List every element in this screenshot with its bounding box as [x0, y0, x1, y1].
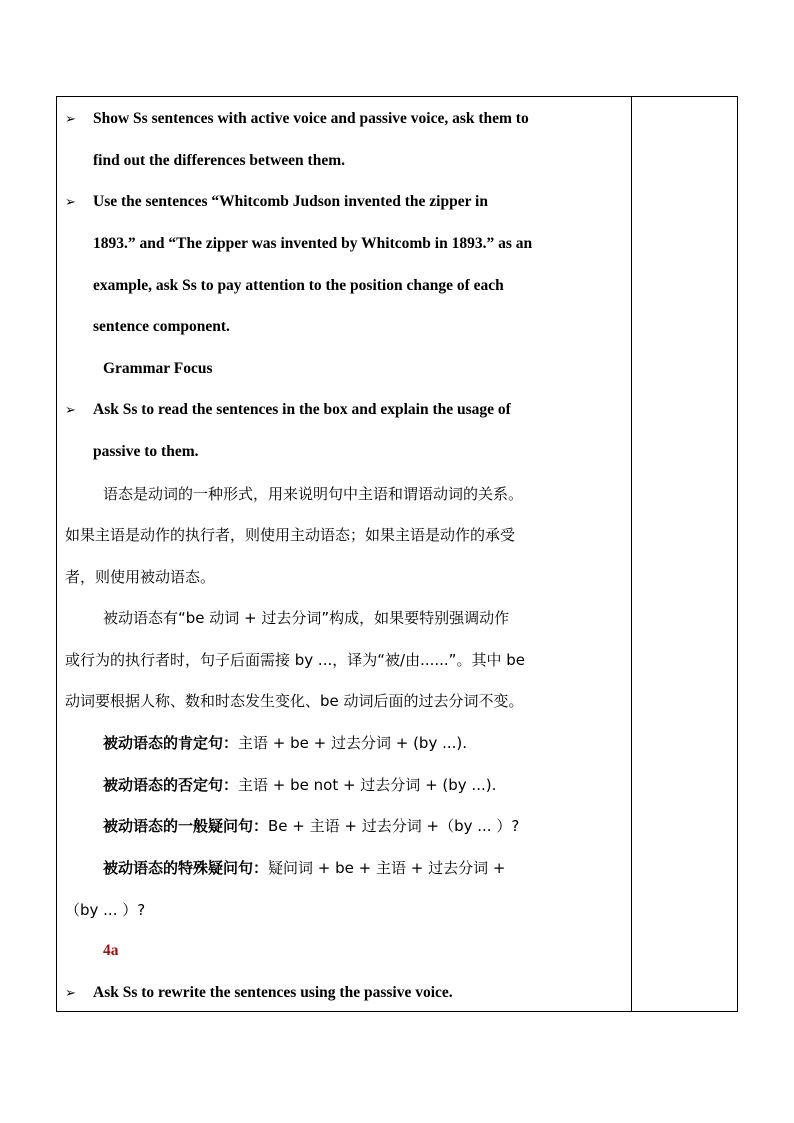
structure-formula-cont: （by ... ）? — [65, 901, 146, 919]
bullet-text: sentence component. — [93, 318, 230, 335]
section-4a-heading: 4a — [103, 942, 119, 959]
bullet-text: example, ask Ss to pay attention to the position change of each — [93, 277, 504, 294]
section-heading: Grammar Focus — [103, 360, 213, 377]
paragraph-line: 者，则使用被动语态。 — [65, 568, 216, 586]
bullet-text: Ask Ss to read the sentences in the box and explain the usage of — [93, 401, 511, 418]
structure-label: 被动语态的肯定句： — [103, 734, 239, 752]
paragraph-line: 或行为的执行者时，句子后面需接 by ...，译为“被/由......”。其中 be — [65, 651, 525, 669]
bullet-text: 1893.” and “The zipper was invented by Whitcomb in 1893.” as an — [93, 235, 533, 252]
arrow-bullet-icon: ➢ — [65, 111, 76, 126]
arrow-bullet-icon: ➢ — [65, 194, 76, 209]
lesson-table — [56, 96, 738, 1012]
paragraph-line: 被动语态有“be 动词 + 过去分词”构成，如果要特别强调动作 — [103, 609, 510, 627]
arrow-bullet-icon: ➢ — [65, 985, 76, 1000]
notes-cell — [632, 97, 737, 1011]
structure-formula: 主语 + be not + 过去分词 + (by ...). — [238, 776, 497, 794]
structure-label: 被动语态的否定句： — [103, 776, 239, 794]
structure-general-question — [103, 816, 519, 837]
bullet-text: passive to them. — [93, 443, 199, 460]
bullet-text: find out the differences between them. — [93, 152, 345, 169]
structure-formula: 主语 + be + 过去分词 + (by ...). — [238, 734, 468, 752]
structure-label: 被动语态的特殊疑问句： — [103, 859, 269, 877]
structure-label: 被动语态的一般疑问句： — [103, 817, 269, 835]
structure-affirmative — [103, 733, 467, 754]
structure-formula: Be + 主语 + 过去分词 +（by ... ）? — [268, 817, 520, 835]
structure-special-question — [103, 858, 505, 879]
bullet-text: Ask Ss to rewrite the sentences using the passive voice. — [93, 984, 453, 1001]
bullet-text: Use the sentences “Whitcomb Judson invented the zipper in — [93, 193, 488, 210]
arrow-bullet-icon: ➢ — [65, 402, 76, 417]
bullet-text: Show Ss sentences with active voice and passive voice, ask them to — [93, 110, 529, 127]
structure-negative — [103, 775, 496, 796]
paragraph-line: 语态是动词的一种形式，用来说明句中主语和谓语动词的关系。 — [103, 485, 524, 503]
structure-formula: 疑问词 + be + 主语 + 过去分词 + — [268, 859, 506, 877]
paragraph-line: 动词要根据人称、数和时态发生变化、be 动词后面的过去分词不变。 — [65, 692, 524, 710]
paragraph-line: 如果主语是动作的执行者，则使用主动语态；如果主语是动作的承受 — [65, 526, 516, 544]
